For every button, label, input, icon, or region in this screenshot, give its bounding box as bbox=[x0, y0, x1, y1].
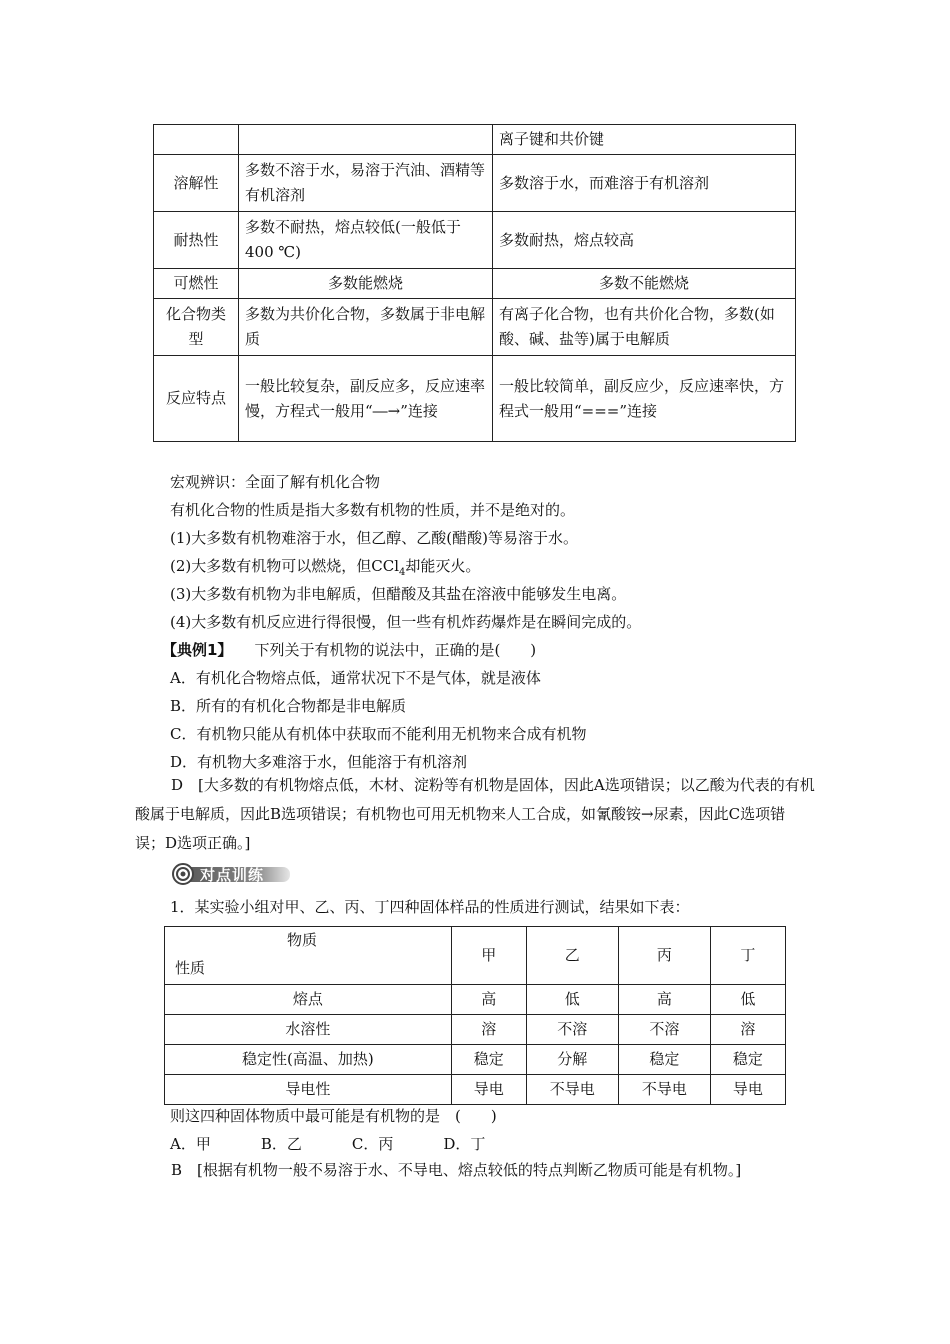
table-cell: 导电 bbox=[451, 1075, 526, 1105]
point-2-subscript: 4 bbox=[399, 567, 406, 578]
practice-question: 则这四种固体物质中最可能是有机物的是 ( ) bbox=[170, 1107, 497, 1125]
table-cell: 稳定 bbox=[451, 1045, 526, 1075]
corner-top-label: 物质 bbox=[287, 931, 318, 949]
point-2-tail: 却能灭火。 bbox=[405, 557, 481, 575]
header-cell: 甲 bbox=[451, 927, 526, 985]
inorganic-cell: 一般比较简单，副反应少，反应速率快，方程式一般用“===”连接 bbox=[493, 356, 796, 442]
header-cell: 丙 bbox=[618, 927, 710, 985]
table-row bbox=[154, 356, 796, 442]
table-header-row bbox=[165, 927, 786, 985]
inorganic-cell: 离子键和共价键 bbox=[493, 125, 796, 155]
row-label: 水溶性 bbox=[165, 1015, 452, 1045]
organic-cell bbox=[239, 125, 493, 155]
practice-question-1: 1．某实验小组对甲、乙、丙、丁四种固体样品的性质进行测试，结果如下表： bbox=[170, 898, 690, 916]
table-cell: 低 bbox=[710, 985, 785, 1015]
example-question: 下列关于有机物的说法中，正确的是( ) bbox=[254, 641, 537, 659]
table-row bbox=[165, 985, 786, 1015]
organic-cell: 一般比较复杂，副反应多，反应速率慢，方程式一般用“―→”连接 bbox=[239, 356, 493, 442]
row-label: 导电性 bbox=[165, 1075, 452, 1105]
point-4: (4)大多数有机反应进行得很慢，但一些有机炸药爆炸是在瞬间完成的。 bbox=[170, 613, 642, 631]
practice-option-c: C．丙 bbox=[351, 1135, 394, 1153]
table-cell: 高 bbox=[451, 985, 526, 1015]
example-label: 【典例1】 bbox=[162, 641, 233, 659]
organic-cell: 多数为共价化合物，多数属于非电解质 bbox=[239, 299, 493, 356]
table-row bbox=[154, 269, 796, 299]
practice-answer: B [根据有机物一般不易溶于水、不导电、熔点较低的特点判断乙物质可能是有机物。] bbox=[171, 1161, 742, 1179]
table-cell: 不导电 bbox=[618, 1075, 710, 1105]
table-cell: 稳定 bbox=[618, 1045, 710, 1075]
organic-cell: 多数不溶于水，易溶于汽油、酒精等有机溶剂 bbox=[239, 155, 493, 212]
practice-options bbox=[170, 1134, 485, 1154]
point-3: (3)大多数有机物为非电解质，但醋酸及其盐在溶液中能够发生电离。 bbox=[170, 585, 627, 603]
prop-cell: 反应特点 bbox=[154, 356, 239, 442]
table-row bbox=[165, 1075, 786, 1105]
table-row bbox=[165, 1015, 786, 1045]
prop-cell: 可燃性 bbox=[154, 269, 239, 299]
table-cell: 溶 bbox=[451, 1015, 526, 1045]
organic-cell: 多数不耐热，熔点较低(一般低于400 ℃) bbox=[239, 212, 493, 269]
table-row bbox=[154, 155, 796, 212]
point-1: (1)大多数有机物难溶于水，但乙醇、乙酸(醋酸)等易溶于水。 bbox=[170, 529, 578, 547]
option-b: B．所有的有机化合物都是非电解质 bbox=[170, 697, 407, 715]
example-line bbox=[162, 640, 536, 660]
point-2-text: (2)大多数有机物可以燃烧，但CCl bbox=[170, 557, 400, 575]
sample-test-table bbox=[164, 926, 786, 1105]
row-label: 稳定性(高温、加热) bbox=[165, 1045, 452, 1075]
organic-cell: 多数能燃烧 bbox=[239, 269, 493, 299]
inorganic-cell: 多数不能燃烧 bbox=[493, 269, 796, 299]
prop-cell: 耐热性 bbox=[154, 212, 239, 269]
table-cell: 不溶 bbox=[618, 1015, 710, 1045]
point-2 bbox=[170, 556, 480, 583]
corner-bottom-label: 性质 bbox=[175, 959, 206, 977]
badge-label: 对点训练 bbox=[200, 866, 265, 884]
inorganic-cell: 有离子化合物，也有共价化合物，多数(如酸、碱、盐等)属于电解质 bbox=[493, 299, 796, 356]
comparison-table bbox=[153, 124, 796, 442]
option-a: A．有机化合物熔点低，通常状况下不是气体，就是液体 bbox=[170, 669, 541, 687]
section-heading: 宏观辨识：全面了解有机化合物 bbox=[170, 473, 381, 491]
table-cell: 不溶 bbox=[526, 1015, 618, 1045]
table-cell: 分解 bbox=[526, 1045, 618, 1075]
prop-cell bbox=[154, 125, 239, 155]
table-cell: 不导电 bbox=[526, 1075, 618, 1105]
example-answer: D [大多数的有机物熔点低，木材、淀粉等有机物是固体，因此A选项错误；以乙酸为代表的有机酸属于电解质，因此B选项错误；有机物也可用无机物来人工合成，如氰酸铵→尿素，因此C选项错误；D选项正确。] bbox=[135, 776, 815, 852]
table-cell: 稳定 bbox=[710, 1045, 785, 1075]
corner-cell bbox=[165, 927, 452, 985]
practice-option-d: D．丁 bbox=[443, 1135, 486, 1153]
table-cell: 溶 bbox=[710, 1015, 785, 1045]
option-d: D．有机物大多难溶于水，但能溶于有机溶剂 bbox=[170, 753, 468, 771]
section-intro: 有机化合物的性质是指大多数有机物的性质，并不是绝对的。 bbox=[170, 501, 576, 519]
practice-option-a: A．甲 bbox=[170, 1135, 211, 1153]
row-label: 熔点 bbox=[165, 985, 452, 1015]
prop-cell: 化合物类型 bbox=[154, 299, 239, 356]
table-row bbox=[154, 299, 796, 356]
table-row bbox=[154, 212, 796, 269]
table-cell: 导电 bbox=[710, 1075, 785, 1105]
prop-cell: 溶解性 bbox=[154, 155, 239, 212]
option-c: C．有机物只能从有机体中获取而不能利用无机物来合成有机物 bbox=[170, 725, 587, 743]
table-cell: 低 bbox=[526, 985, 618, 1015]
inorganic-cell: 多数耐热，熔点较高 bbox=[493, 212, 796, 269]
table-row bbox=[165, 1045, 786, 1075]
practice-option-b: B．乙 bbox=[260, 1135, 302, 1153]
table-cell: 高 bbox=[618, 985, 710, 1015]
header-cell: 乙 bbox=[526, 927, 618, 985]
header-cell: 丁 bbox=[710, 927, 785, 985]
inorganic-cell: 多数溶于水，而难溶于有机溶剂 bbox=[493, 155, 796, 212]
practice-badge bbox=[172, 863, 290, 885]
table-row bbox=[154, 125, 796, 155]
